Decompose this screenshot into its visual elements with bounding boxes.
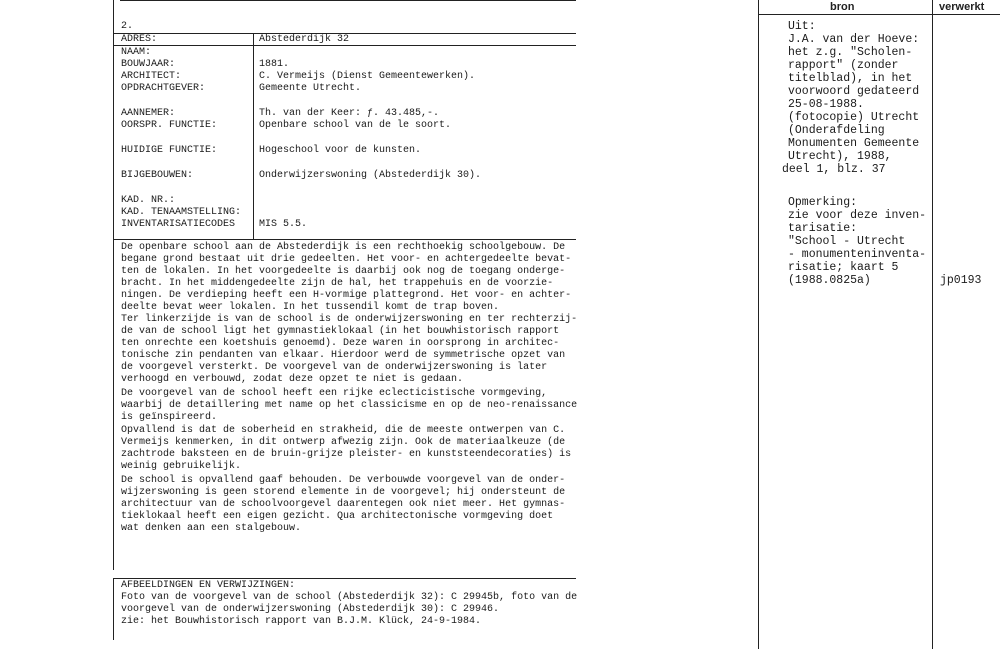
description-line: waarbij de detaillering met name op het classicisme en op de neo-renaissance [121, 400, 578, 411]
references-title: AFBEELDINGEN EN VERWIJZINGEN: [121, 580, 296, 591]
description-line: begane grond bestaat uit drie gedeelten. Het voor- en achtergedeelte bevat- [121, 254, 572, 265]
label-kad-tenaamstelling: KAD. TENAAMSTELLING: [121, 207, 242, 218]
label-value-divider [253, 33, 254, 239]
sidebar-left-border [758, 0, 759, 649]
source-line: J.A. van der Hoeve: [788, 33, 920, 46]
references-left-border [113, 578, 114, 640]
column-header-verwerkt: verwerkt [939, 1, 985, 13]
remark-line: tarisatie: [788, 222, 858, 235]
description-line: zachtrode baksteen en de bruin-grijze pleister- en kunststeendecoraties) is [121, 449, 572, 460]
remark-line: Opmerking: [788, 196, 858, 209]
description-line: deelte bevat weer lokalen. In het tussendil komt de trap boven. [121, 302, 500, 313]
description-line: architectuur van de schoolvoorgevel daarentegen ook niet meer. Het gymnas- [121, 499, 566, 510]
label-inventarisatiecodes: INVENTARISATIECODES [121, 219, 236, 230]
description-line: is geïnspireerd. [121, 412, 218, 423]
verwerkt-code: jp0193 [940, 274, 982, 287]
source-line: Uit: [788, 20, 816, 33]
label-kad-nr: KAD. NR.: [121, 195, 176, 206]
value-bouwjaar: 1881. [259, 59, 290, 70]
remark-line: - monumenteninventa- [788, 248, 927, 261]
source-line: (Onderafdeling [788, 124, 885, 137]
remark-line: risatie; kaart 5 [788, 261, 899, 274]
description-line: ten de lokalen. In het voorgedeelte is daarbij ook nog de toegang onderge- [121, 266, 566, 277]
remark-line: "School - Utrecht [788, 235, 906, 248]
sidebar-column-divider [932, 0, 933, 649]
value-bijgebouwen: Onderwijzerswoning (Abstederdijk 30). [259, 170, 482, 181]
description-line: Vermeijs kenmerken, in dit ontwerp afwezig zijn. Ook de materiaalkeuze (de [121, 437, 566, 448]
value-adres: Abstederdijk 32 [259, 34, 350, 45]
description-line: ten onrechte een koetshuis genoemd). Deze waren in oorsprong in architec- [121, 338, 560, 349]
label-opdrachtgever: OPDRACHTGEVER: [121, 83, 206, 94]
value-oorspr-functie: Openbare school van de le soort. [259, 120, 452, 131]
description-line: Opvallend is dat de soberheid en strakheid, die de meeste ontwerpen van C. [121, 425, 566, 436]
label-huidige-functie: HUIDIGE FUNCTIE: [121, 145, 218, 156]
remark-line: zie voor deze inven- [788, 209, 927, 222]
value-huidige-functie: Hogeschool voor de kunsten. [259, 145, 422, 156]
description-line: verhoogd en verbouwd, zodat deze opzet te niet is gedaan. [121, 374, 464, 385]
label-aannemer: AANNEMER: [121, 108, 176, 119]
source-line: titelblad), in het [788, 72, 913, 85]
source-line: rapport" (zonder [788, 59, 899, 72]
reference-line: zie: het Bouwhistorisch rapport van B.J.M. Klück, 24-9-1984. [121, 616, 482, 627]
source-line: Utrecht), 1988, [788, 150, 892, 163]
description-line: De school is opvallend gaaf behouden. De verbouwde voorgevel van de onder- [121, 475, 566, 486]
source-line: Monumenten Gemeente [788, 137, 920, 150]
label-architect: ARCHITECT: [121, 71, 182, 82]
description-line: Ter linkerzijde is van de school is de onderwijzerswoning en ter rechterzij- [121, 314, 578, 325]
label-adres: ADRES: [121, 34, 158, 45]
column-header-bron: bron [830, 1, 855, 13]
description-line: wat denken aan een stalgebouw. [121, 523, 302, 534]
source-line: deel 1, blz. 37 [782, 163, 886, 176]
fields-bottom-line [113, 239, 576, 240]
description-line: weinig gebruikelijk. [121, 461, 242, 472]
label-naam: NAAM: [121, 47, 152, 58]
description-line: tieklokaal heeft een eigen gezicht. Qua architectonische vormgeving doet [121, 511, 554, 522]
form-left-border [113, 0, 114, 570]
description-line: bracht. In het middengedeelte zijn de hal, het trappehuis en de voorzie- [121, 278, 554, 289]
sidebar-header-underline [758, 14, 1000, 15]
description-line: De voorgevel van de school heeft een rijke eclecticistische vormgeving, [121, 388, 548, 399]
description-line: ningen. De verdieping heeft een H-vormige plattegrond. Het voor- en achter- [121, 290, 572, 301]
description-line: De openbare school aan de Abstederdijk is een rechthoekig schoolgebouw. De [121, 242, 566, 253]
reference-line: Foto van de voorgevel van de school (Abstederdijk 32): C 29945b, foto van de [121, 592, 578, 603]
source-line: het z.g. "Scholen- [788, 46, 913, 59]
reference-line: voorgevel van de onderwijzerswoning (Abstederdijk 30): C 29946. [121, 604, 500, 615]
references-top-line [113, 578, 576, 579]
description-line: wijzerswoning is geen storend elemente in de voorgevel; hij ondersteunt de [121, 487, 566, 498]
description-line: de voorgevel versterkt. De voorgevel van de onderwijzerswoning is later [121, 362, 548, 373]
description-line: de van de school ligt het gymnastieklokaal (in het bouwhistorisch rapport [121, 326, 560, 337]
source-line: (fotocopie) Utrecht [788, 111, 920, 124]
value-inventarisatiecodes: MIS 5.5. [259, 219, 308, 230]
value-opdrachtgever: Gemeente Utrecht. [259, 83, 362, 94]
description-line: tonische zin pendanten van elkaar. Hierdoor werd de symmetrische opzet van [121, 350, 566, 361]
value-architect: C. Vermeijs (Dienst Gemeentewerken). [259, 71, 476, 82]
form-top-line [120, 0, 576, 1]
label-bijgebouwen: BIJGEBOUWEN: [121, 170, 194, 181]
remark-line: (1988.0825a) [788, 274, 871, 287]
form-number: 2. [121, 21, 134, 32]
value-aannemer: Th. van der Keer: ƒ. 43.485,-. [259, 108, 440, 119]
source-line: 25-08-1988. [788, 98, 864, 111]
label-bouwjaar: BOUWJAAR: [121, 59, 176, 70]
label-oorspr-functie: OORSPR. FUNCTIE: [121, 120, 218, 131]
source-line: voorwoord gedateerd [788, 85, 920, 98]
